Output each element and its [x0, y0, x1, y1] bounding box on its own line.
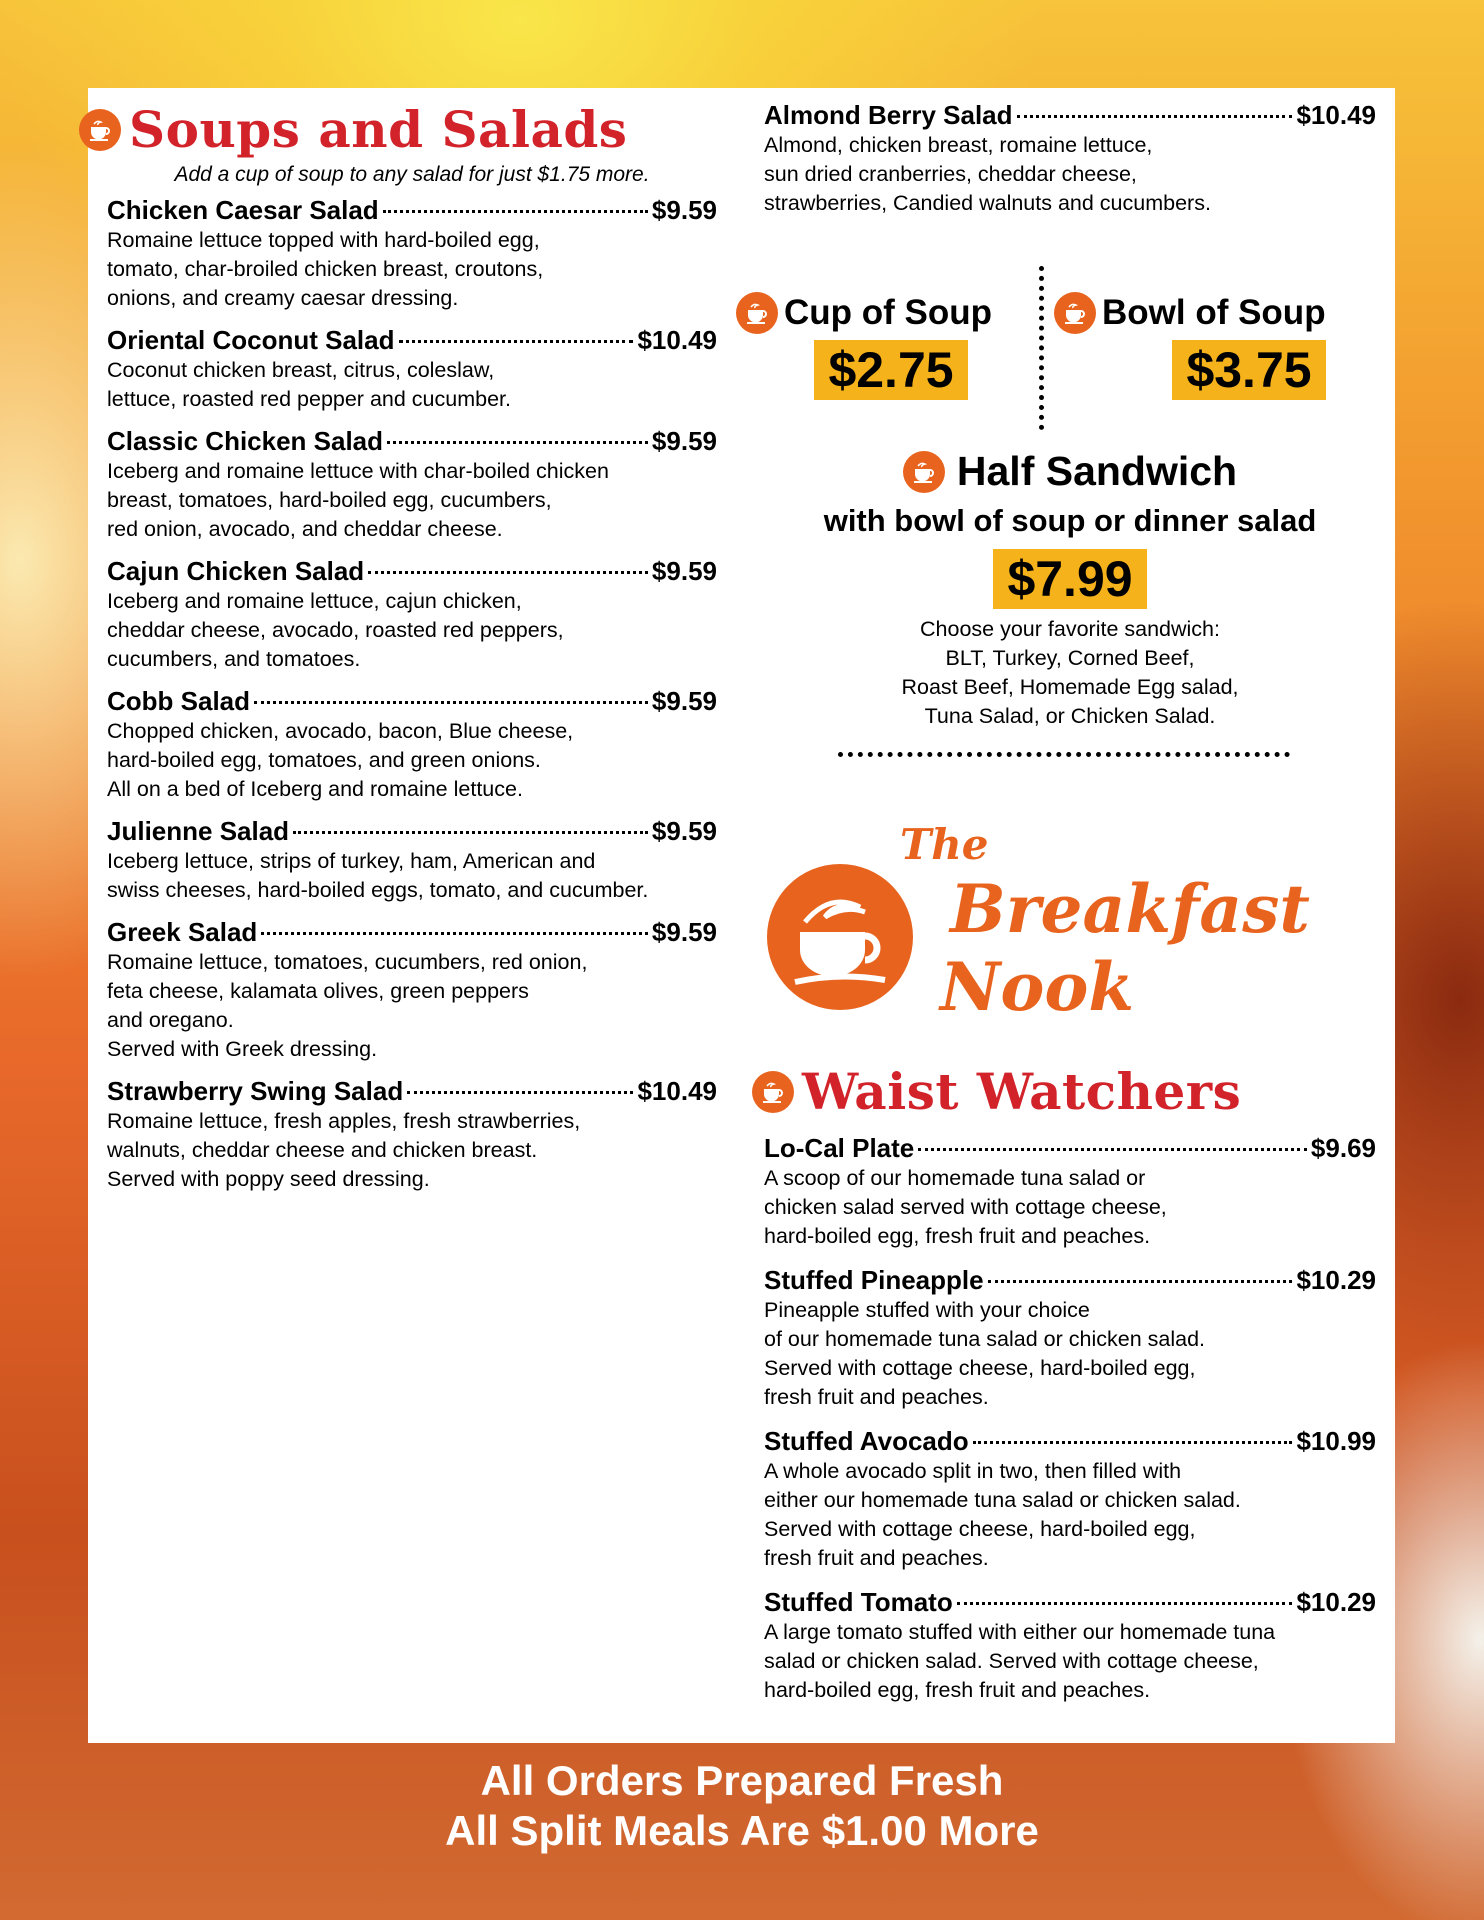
item-description: A whole avocado split in two, then filled with either our homemade tuna salad or chicken salad. Served with cottage cheese, hard-boiled egg, fresh fruit and peaches. [764, 1459, 1241, 1570]
item-price: $9.69 [1310, 1133, 1376, 1163]
item-description: Romaine lettuce, fresh apples, fresh strawberries, walnuts, cheddar cheese and chicken breast. Served with poppy seed dressing. [107, 1109, 581, 1191]
half-sandwich-section [764, 448, 1376, 731]
menu-item [107, 1076, 717, 1194]
cup-of-soup-price: $2.75 [814, 340, 967, 400]
half-sandwich-subtitle: with bowl of soup or dinner salad [823, 503, 1317, 538]
logo-coffee-cup-icon [765, 862, 915, 1012]
dot-leader [383, 210, 648, 213]
waist-watchers-header [752, 1062, 1241, 1121]
item-name: Greek Salad [107, 917, 258, 947]
item-description: Pineapple stuffed with your choice of our homemade tuna salad or chicken salad. Served with cottage cheese, hard-boiled egg, fresh fruit and peaches. [764, 1298, 1206, 1409]
dot-leader [254, 701, 648, 704]
soups-salads-section [107, 100, 717, 1206]
dot-leader [407, 1091, 633, 1094]
menu-item [107, 917, 717, 1064]
item-name: Julienne Salad [107, 816, 290, 846]
menu-item [764, 1265, 1376, 1412]
coffee-cup-icon [903, 451, 945, 493]
item-description: Romaine lettuce topped with hard-boiled egg, tomato, char-broiled chicken breast, croutons, onions, and creamy caesar dressing. [107, 228, 544, 310]
soup-addon-note: Add a cup of soup to any salad for just $1.75 more. [174, 163, 650, 186]
logo-word-nook: Nook [940, 948, 1135, 1026]
item-name: Stuffed Tomato [764, 1587, 953, 1617]
half-sandwich-header [903, 448, 1237, 495]
item-description: Coconut chicken breast, citrus, coleslaw, lettuce, roasted red pepper and cucumber. [107, 358, 511, 411]
cup-of-soup-title: Cup of Soup [784, 293, 993, 332]
horizontal-dotted-divider [838, 752, 1290, 757]
item-description: Iceberg and romaine lettuce with char-boiled chicken breast, tomatoes, hard-boiled egg, cucumbers, red onion, avocado, and cheddar cheese. [107, 459, 609, 541]
item-name: Almond Berry Salad [764, 100, 1013, 130]
bowl-of-soup [1054, 292, 1354, 400]
salad-list [107, 195, 717, 1194]
item-name: Classic Chicken Salad [107, 426, 384, 456]
logo-word-the: The [900, 820, 989, 869]
logo-word-breakfast: Breakfast [950, 870, 1310, 948]
dot-leader [368, 571, 648, 574]
dot-leader [988, 1280, 1293, 1283]
cup-of-soup [736, 292, 1016, 400]
coffee-cup-icon [1054, 292, 1096, 334]
bowl-of-soup-price: $3.75 [1172, 340, 1325, 400]
item-price: $10.49 [637, 325, 717, 355]
dot-leader [957, 1602, 1293, 1605]
dot-leader [261, 932, 648, 935]
item-name: Oriental Coconut Salad [107, 325, 395, 355]
menu-item [107, 556, 717, 674]
section-title: Waist Watchers [802, 1062, 1242, 1121]
dot-leader [1017, 115, 1293, 118]
item-description: Iceberg lettuce, strips of turkey, ham, American and swiss cheeses, hard-boiled eggs, tomato, and cucumber. [107, 849, 649, 902]
item-price: $9.59 [651, 686, 717, 716]
menu-item [107, 195, 717, 313]
item-price: $10.29 [1296, 1587, 1376, 1617]
half-sandwich-description: Choose your favorite sandwich: BLT, Turkey, Corned Beef, Roast Beef, Homemade Egg salad, Tuna Salad, or Chicken Salad. [901, 617, 1239, 728]
dot-leader [399, 340, 634, 343]
item-description: Chopped chicken, avocado, bacon, Blue cheese, hard-boiled egg, tomatoes, and green onions. All on a bed of Iceberg and romaine lettuce. [107, 719, 574, 801]
menu-item [107, 686, 717, 804]
coffee-cup-icon [736, 292, 778, 334]
bowl-of-soup-header [1054, 292, 1354, 334]
waist-watchers-list [764, 1133, 1376, 1719]
soups-salads-header [79, 100, 717, 159]
menu-item [107, 816, 717, 905]
cup-of-soup-header [736, 292, 1016, 334]
item-name: Stuffed Pineapple [764, 1265, 984, 1295]
section-title: Soups and Salads [129, 100, 628, 159]
bowl-of-soup-title: Bowl of Soup [1102, 293, 1326, 332]
menu-item [764, 1426, 1376, 1573]
menu-item [764, 1587, 1376, 1705]
item-price: $10.99 [1296, 1426, 1376, 1456]
item-price: $9.59 [651, 556, 717, 586]
dot-leader [387, 441, 648, 444]
footer [0, 1756, 1484, 1856]
item-description: Iceberg and romaine lettuce, cajun chicken, cheddar cheese, avocado, roasted red peppers, cucumbers, and tomatoes. [107, 589, 564, 671]
breakfast-nook-logo [760, 820, 1380, 1030]
item-price: $10.49 [637, 1076, 717, 1106]
dot-leader [973, 1441, 1293, 1444]
half-sandwich-title: Half Sandwich [956, 448, 1238, 494]
footer-line-2: All Split Meals Are $1.00 More [445, 1807, 1039, 1854]
footer-line-1: All Orders Prepared Fresh [480, 1757, 1004, 1804]
item-description: Romaine lettuce, tomatoes, cucumbers, red onion, feta cheese, kalamata olives, green peppers and oregano. Served with Greek dressing. [107, 950, 588, 1061]
item-price: $10.49 [1296, 100, 1376, 130]
coffee-cup-icon [752, 1071, 794, 1113]
dot-leader [918, 1148, 1307, 1151]
item-price: $9.59 [651, 195, 717, 225]
item-name: Stuffed Avocado [764, 1426, 969, 1456]
half-sandwich-price: $7.99 [993, 549, 1146, 609]
item-price: $9.59 [651, 917, 717, 947]
almond-berry-item [764, 100, 1376, 218]
menu-item [107, 426, 717, 544]
menu-item [107, 325, 717, 414]
item-price: $9.59 [651, 426, 717, 456]
item-description: A large tomato stuffed with either our homemade tuna salad or chicken salad. Served with cottage cheese, hard-boiled egg, fresh fruit and peaches. [764, 1620, 1276, 1702]
item-price: $10.29 [1296, 1265, 1376, 1295]
item-name: Lo-Cal Plate [764, 1133, 915, 1163]
item-name: Cobb Salad [107, 686, 251, 716]
coffee-cup-icon [79, 109, 121, 151]
item-description: A scoop of our homemade tuna salad or chicken salad served with cottage cheese, hard-boiled egg, fresh fruit and peaches. [764, 1166, 1167, 1248]
menu-item [764, 1133, 1376, 1251]
item-price: $9.59 [651, 816, 717, 846]
item-name: Strawberry Swing Salad [107, 1076, 404, 1106]
item-name: Cajun Chicken Salad [107, 556, 365, 586]
dot-leader [293, 831, 648, 834]
vertical-dotted-divider [1039, 266, 1044, 430]
item-name: Chicken Caesar Salad [107, 195, 379, 225]
item-description: Almond, chicken breast, romaine lettuce, sun dried cranberries, cheddar cheese, strawberries, Candied walnuts and cucumbers. [764, 133, 1211, 215]
